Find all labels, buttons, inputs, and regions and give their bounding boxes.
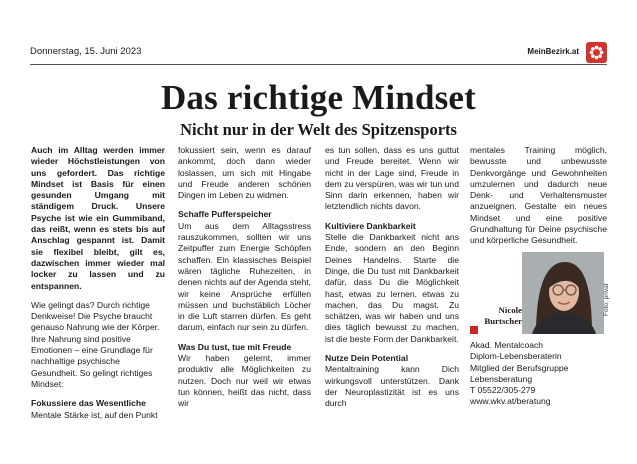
article-lead: Auch im Alltag werden immer wieder Höchstleistungen von uns gefordert. Das richtige Mindset ist Basis für einen gesunden Umgang mit ständigem Druck. Unsere Psyche ist wie ein Gummiband, das reißt, wenn es stets bis auf Anschlag gespannt ist. Damit sie flexibel bleibt, gilt es, dazwischen immer wieder mal locker zu lassen und zu entspannen. <box>31 145 165 291</box>
author-bio <box>470 340 607 408</box>
author-first-name: Nicole <box>498 305 522 315</box>
section-text: Mentaltraining kann Dich wirkungsvoll unterstützen. Dank der Neuroplastizität ist es uns durch <box>325 364 459 409</box>
article-intro: Wie gelingt das? Durch richtige Denkweise! Die Psyche braucht genauso Nahrung wie der Körper. Ihre Nahrung sind positive Emotionen – eine Grundlage für nachhaltige psychische Gesundheit. So gelingt richtiges Mindset: <box>31 299 160 389</box>
issue-date: Donnerstag, 15. Juni 2023 <box>30 46 142 57</box>
author-photo <box>522 252 604 334</box>
section-text: mentales Training möglich, bewusste und unbewusste Denkvorgänge und Gewohnheiten umzulernen und dadurch neue Denk- und Verhaltensmuster anzueignen. Gestalte ein neues Mindset und eine positive Grundhaltung für Deine psychische und körperliche Gesundheit. <box>470 145 607 246</box>
column-2 <box>178 145 311 410</box>
bio-line: Diplom-Lebensberaterin <box>470 351 562 362</box>
column-3 <box>325 145 459 410</box>
section-text: fokussiert sein, wenn es darauf ankommt, doch dann wieder loslassen, um sich mit Hingabe und Freude anderen schönen Dingen im Leben zu widmen. <box>178 145 311 201</box>
article-subtitle: Nicht nur in der Welt des Spitzensports <box>180 120 457 139</box>
section-text: es tun sollen, dass es uns guttut und Freude bereitet. Wenn wir nicht in der Lage sind, Freude in dem zu verspüren, was wir tun und Sinn darin erkennen, haben wir letztendlich nichts davon. <box>325 145 459 212</box>
section-heading: Fokussiere das Wesentliche <box>31 398 146 409</box>
brand-name[interactable]: MeinBezirk.at <box>527 47 579 56</box>
section-heading: Was Du tust, tue mit Freude <box>178 341 292 352</box>
section-heading: Kultiviere Dankbarkeit <box>325 220 416 231</box>
bio-phone[interactable]: T 05522/305-279 <box>470 385 536 396</box>
section-text: Stelle die Dankbarkeit nicht ans Ende, sondern an den Beginn Deines Handelns. Starte die Dinge, die Du tust mit Dankbarkeit dafür, dass Du die Möglichkeit hast, etwas zu lernen, etwas zu machen, das Du magst. Zu schätzen, was wir haben und uns dies täglich bewusst zu machen, ist die beste Form der Dankbarkeit. <box>325 232 459 344</box>
column-4 <box>470 145 607 255</box>
bio-line: Lebensberatung <box>470 373 533 384</box>
section-text: Wir haben gelernt, immer produktiv alle Möglichkeiten zu nutzen. Doch nur weil wir etwas tun können, heißt das nicht, dass wir <box>178 353 311 409</box>
author-name <box>470 305 522 327</box>
page-header <box>30 43 607 63</box>
bio-website-link[interactable]: www.wkv.at/beratung <box>470 396 551 407</box>
author-last-name: Burtscher <box>484 316 522 326</box>
section-text: Mentale Stärke ist, auf den Punkt <box>31 409 158 420</box>
flower-icon[interactable] <box>586 42 607 63</box>
section-heading: Nutze Dein Potential <box>325 353 409 364</box>
section-text: Um aus dem Alltagsstress rauszukommen, sollten wir uns Zeitpuffer zum Energie Schöpfen schaffen. Ein klassisches Beispiel wären tägliche Ruhezeiten, in denen nichts auf der Agenda steht, wir keine Ansprüche erfüllen müssen und buchstäblich Löcher in die Luft starren dürfen. Es geht darum, einfach nur sein zu dürfen. <box>178 220 311 333</box>
header-divider <box>30 64 607 65</box>
bio-line: Mitglied der Berufsgruppe <box>470 362 569 373</box>
column-1 <box>31 145 165 421</box>
section-heading: Schaffe Pufferspeicher <box>178 209 272 220</box>
article-title: Das richtige Mindset <box>160 78 477 117</box>
photo-credit: Foto: privat <box>603 283 610 316</box>
bio-line: Akad. Mentalcoach <box>470 340 544 350</box>
author-marker <box>470 326 478 334</box>
